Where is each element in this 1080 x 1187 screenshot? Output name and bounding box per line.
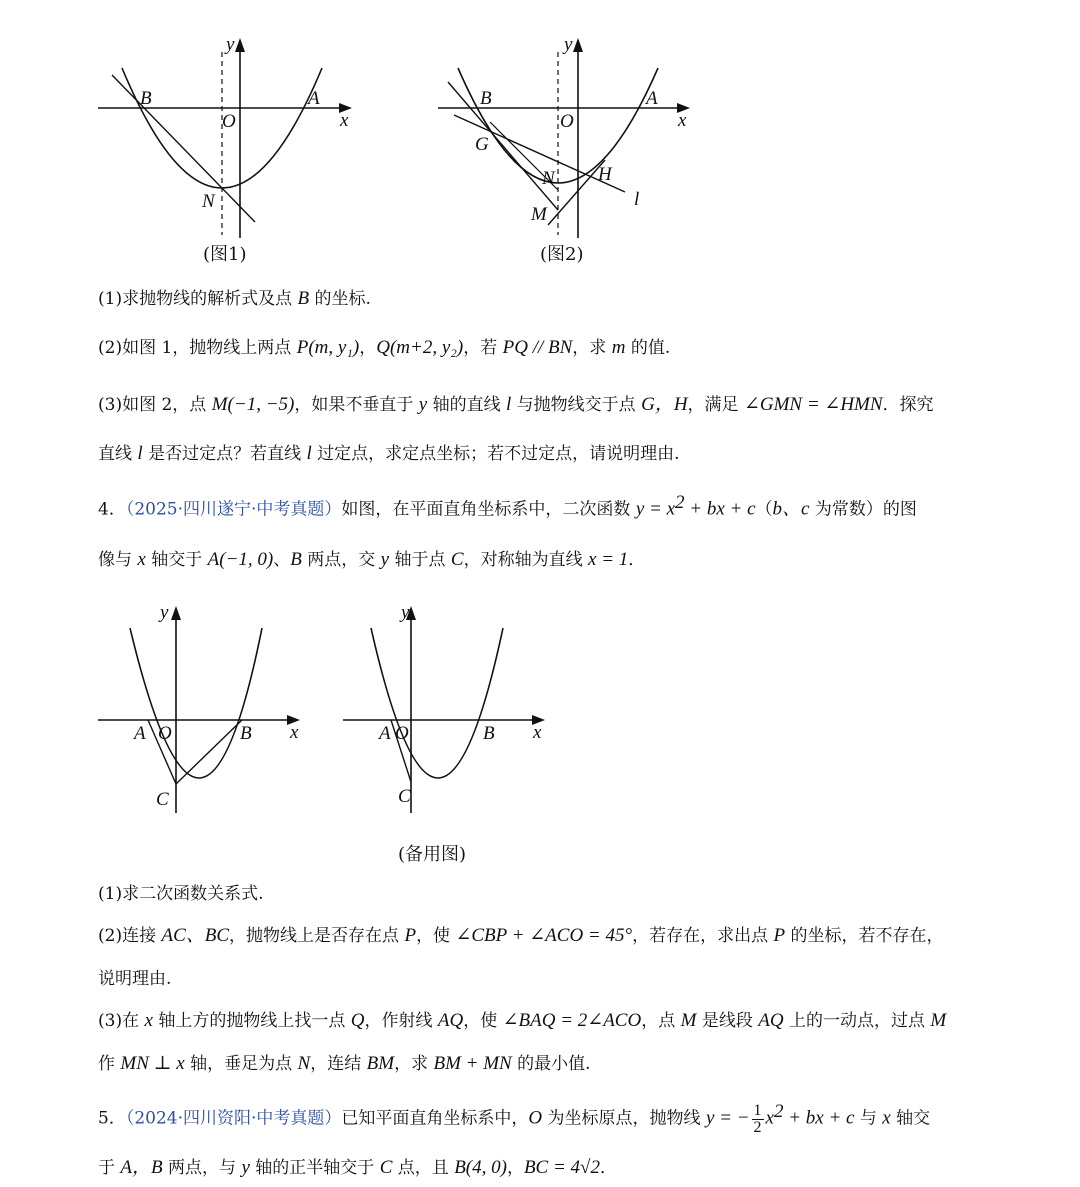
label-B: B — [140, 88, 152, 109]
line-GM — [448, 82, 558, 210]
label-M: M — [531, 204, 547, 225]
label-C: C — [156, 789, 169, 810]
label-x: x — [290, 722, 299, 743]
q4-figure-b — [335, 598, 555, 820]
q3-part1: (1)求抛物线的解析式及点 B 的坐标. — [98, 288, 371, 309]
label-B: B — [240, 723, 252, 744]
q4-source: （2025·四川遂宁·中考真题） — [125, 499, 342, 520]
q4-figure-a — [90, 598, 310, 820]
parabola — [130, 628, 262, 778]
fig2-caption: (图2) — [540, 244, 584, 265]
q4-part3-line1: (3)在 x 轴上方的抛物线上找一点 Q，作射线 AQ，使 ∠BAQ = 2∠ACO，点 M 是线段 AQ 上的一动点，过点 M — [98, 1010, 947, 1031]
line-BN — [112, 75, 255, 222]
label-y: y — [160, 602, 169, 623]
q3-part3-line2: 直线 l 是否过定点？若直线 l 过定点，求定点坐标；若不过定点，请说明理由. — [98, 443, 680, 464]
q5-stem-line2: 于 A，B 两点，与 y 轴的正半轴交于 C 点，且 B(4, 0)，BC = 4√2． — [98, 1157, 617, 1178]
label-O: O — [560, 111, 574, 132]
q4-part3-line2: 作 MN ⊥ x 轴，垂足为点 N，连结 BM，求 BM + MN 的最小值. — [98, 1053, 591, 1074]
label-x: x — [678, 110, 687, 131]
label-y: y — [401, 602, 410, 623]
label-A: A — [646, 88, 658, 109]
label-O: O — [395, 723, 409, 744]
parabola — [371, 628, 503, 778]
figure-1 — [90, 30, 360, 245]
label-O: O — [222, 111, 236, 132]
q4-part2-line2: 说明理由. — [98, 969, 172, 989]
q3-part2: (2)如图 1，抛物线上两点 P(m, y₁)，Q(m+2, y₂)，若 PQ // BN，求 m 的值. — [98, 337, 671, 358]
q4-fig-caption: (备用图) — [398, 844, 467, 865]
label-C: C — [398, 786, 411, 807]
label-y: y — [564, 34, 573, 55]
label-y: y — [226, 34, 235, 55]
label-A: A — [134, 723, 146, 744]
label-A: A — [308, 88, 320, 109]
label-O: O — [158, 723, 172, 744]
q4-stem-line1: 4．（2025·四川遂宁·中考真题）如图，在平面直角坐标系中，二次函数 $y = x^2$ + bx + c（b、c 为常数）的图 — [98, 492, 917, 520]
y-axis-arrow — [573, 38, 583, 52]
q4-part2-line1: (2)连接 AC、BC，抛物线上是否存在点 P，使 ∠CBP + ∠ACO = 45°，若存在，求出点 P 的坐标，若不存在， — [98, 925, 944, 946]
label-x: x — [340, 110, 349, 131]
label-G: G — [475, 134, 489, 155]
figure-2 — [430, 30, 700, 245]
fraction-half: $\frac{1}{2}$ — [753, 1101, 762, 1136]
q5-source: （2024·四川资阳·中考真题） — [125, 1108, 342, 1129]
q5-stem-line1: 5．（2024·四川资阳·中考真题）已知平面直角坐标系中，O 为坐标原点，抛物线 y = − $\frac{1}{2}$ $x^2$ + bx + c 与 x 轴交 — [98, 1101, 931, 1136]
fig1-caption: (图1) — [203, 244, 247, 265]
label-x: x — [533, 722, 542, 743]
label-B: B — [480, 88, 492, 109]
q4-part1: (1)求二次函数关系式. — [98, 884, 264, 904]
q3-part3-line1: (3)如图 2，点 M(−1, −5)，如果不垂直于 y 轴的直线 l 与抛物线交于点 G，H，满足 ∠GMN = ∠HMN．探究 — [98, 394, 934, 415]
y-axis-arrow — [171, 606, 181, 620]
label-B: B — [483, 723, 495, 744]
label-N: N — [202, 191, 215, 212]
q4-stem-line2: 像与 x 轴交于 A(−1, 0)、B 两点，交 y 轴于点 C，对称轴为直线 x = 1． — [98, 549, 646, 570]
y-axis-arrow — [235, 38, 245, 52]
label-N: N — [542, 168, 555, 189]
label-A: A — [379, 723, 391, 744]
label-H: H — [598, 164, 612, 185]
label-l: l — [634, 189, 640, 210]
